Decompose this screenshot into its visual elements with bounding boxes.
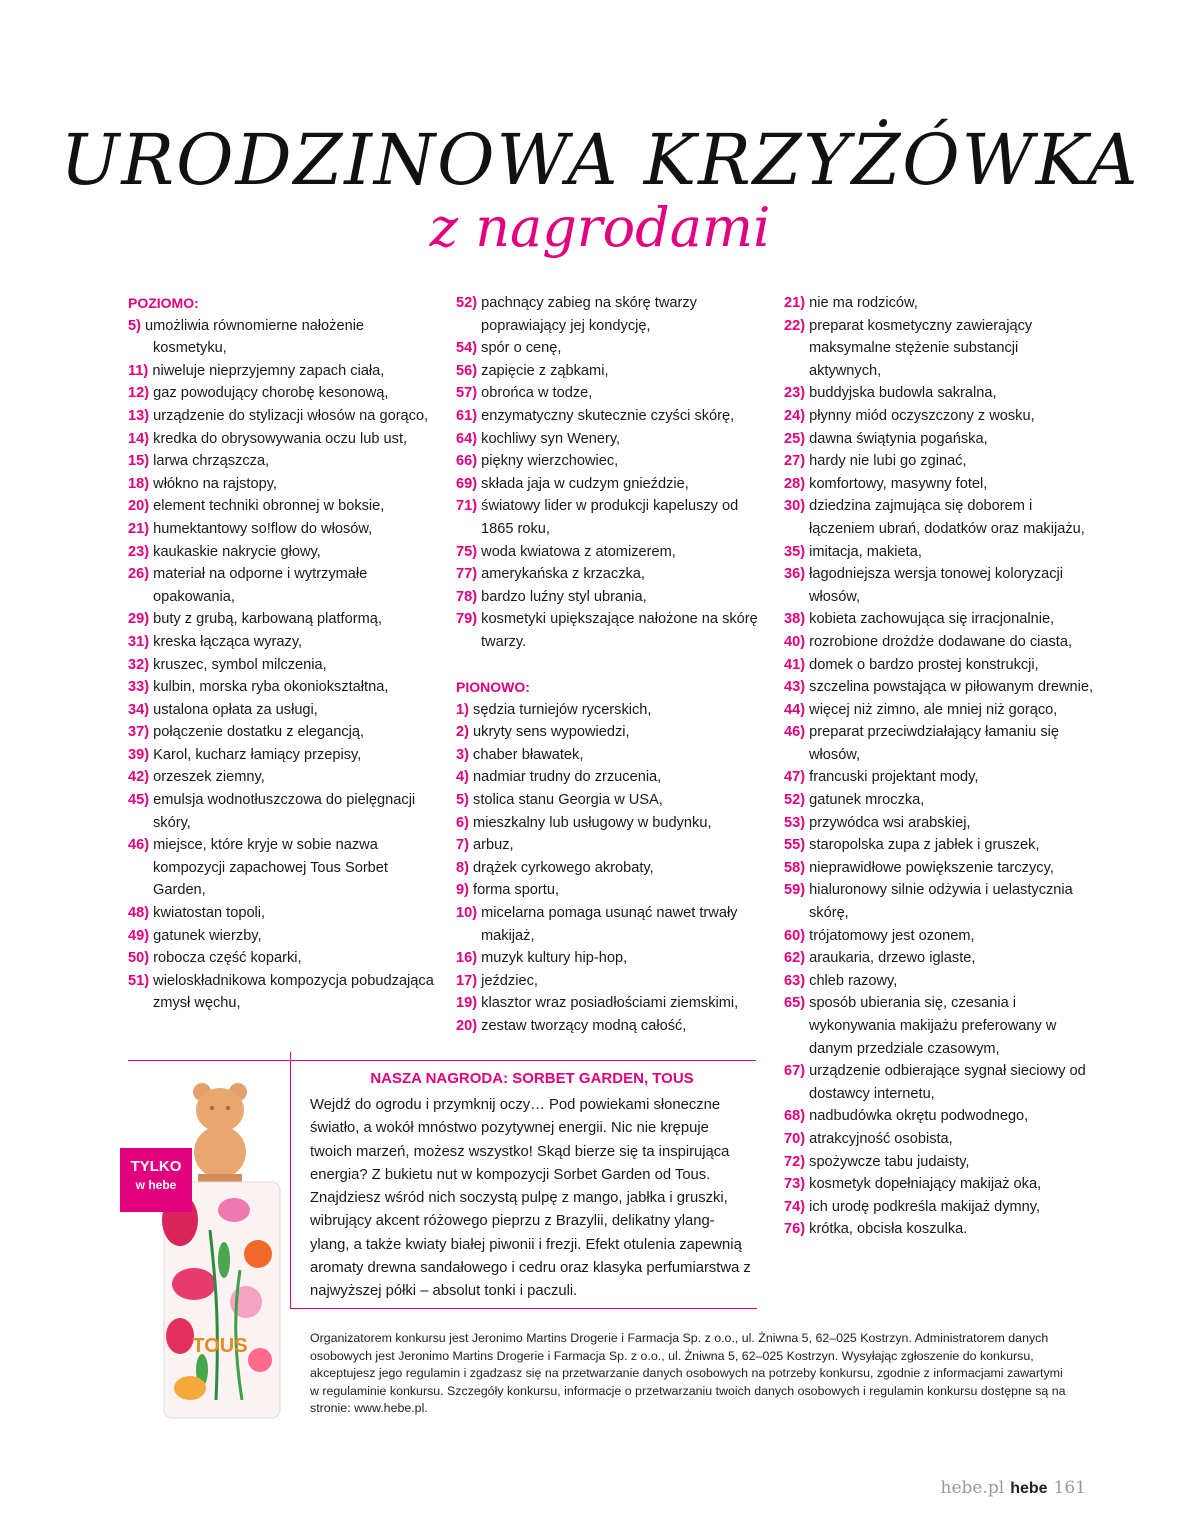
clue-text: kredka do obrysowywania oczu lub ust, <box>149 430 408 447</box>
clue-text: robocza część koparki, <box>149 950 302 967</box>
down-heading: PIONOWO: <box>456 679 530 696</box>
perfume-bottle-image <box>150 1070 290 1430</box>
clue-number: 24) <box>784 407 806 424</box>
clue-number: 54) <box>456 340 478 357</box>
clue-number: 38) <box>784 611 806 628</box>
clue-item <box>784 473 1094 496</box>
clue-text: woda kwiatowa z atomizerem, <box>477 543 676 560</box>
clue-text: orzeszek ziemny, <box>149 769 265 786</box>
clue-number: 40) <box>784 633 806 650</box>
clue-text: nadmiar trudny do zrzucenia, <box>468 769 662 786</box>
clue-item <box>128 766 438 789</box>
clue-text: staropolska zupa z jabłek i gruszek, <box>805 837 1040 854</box>
clue-number: 43) <box>784 679 806 696</box>
clue-number: 73) <box>784 1176 806 1193</box>
clue-text: chaber bławatek, <box>468 746 584 763</box>
clue-number: 59) <box>784 882 806 899</box>
clue-item <box>784 541 1094 564</box>
clue-number: 42) <box>128 769 150 786</box>
clue-text: micelarna pomaga usunąć nawet trwały makijaż, <box>477 905 738 944</box>
clue-number: 79) <box>456 611 478 628</box>
clue-text: szczelina powstająca w piłowanym drewnie, <box>805 679 1094 696</box>
clue-number: 23) <box>784 385 806 402</box>
clue-item <box>456 608 766 653</box>
clue-number: 8) <box>456 859 469 876</box>
clue-text: buty z grubą, karbowaną platformą, <box>149 611 382 628</box>
page-subtitle: z nagrodami <box>429 196 771 259</box>
clue-item <box>456 292 766 337</box>
clues-column-2 <box>456 292 766 1038</box>
clue-item <box>784 699 1094 722</box>
clue-text: zestaw tworzący modną całość, <box>477 1018 687 1034</box>
clue-item <box>456 382 766 405</box>
clue-text: muzyk kultury hip-hop, <box>477 950 628 967</box>
clue-text: Karol, kucharz łamiący przepisy, <box>149 746 362 763</box>
clue-text: arbuz, <box>468 837 514 854</box>
clue-item <box>784 857 1094 880</box>
clue-item <box>784 563 1094 608</box>
clue-item <box>128 495 438 518</box>
clue-text: stolica stanu Georgia w USA, <box>468 792 663 809</box>
prize-title: NASZA NAGRODA: SORBET GARDEN, TOUS <box>370 1070 694 1087</box>
clue-number: 48) <box>128 905 150 922</box>
clue-number: 37) <box>128 724 150 741</box>
clue-text: kwiatostan topoli, <box>149 905 266 922</box>
clue-number: 62) <box>784 950 806 967</box>
clue-number: 58) <box>784 859 806 876</box>
clue-item <box>128 947 438 970</box>
clue-item <box>456 1015 766 1038</box>
clue-number: 49) <box>128 927 150 944</box>
clue-number: 31) <box>128 633 150 650</box>
clue-text: obrońca w todze, <box>477 385 593 402</box>
clue-number: 5) <box>128 317 141 334</box>
clue-item <box>128 925 438 948</box>
clue-number: 7) <box>456 837 469 854</box>
footer-url: hebe.pl <box>940 1478 1005 1498</box>
clue-number: 35) <box>784 543 806 560</box>
clue-number: 47) <box>784 769 806 786</box>
clue-item <box>128 902 438 925</box>
clue-text: urządzenie odbierające sygnał sieciowy od dostawcy internetu, <box>805 1063 1086 1102</box>
clue-number: 69) <box>456 475 478 492</box>
clue-item <box>784 970 1094 993</box>
page-footer <box>941 1478 1086 1498</box>
clue-number: 44) <box>784 701 806 718</box>
clue-text: sposób ubierania się, czesania i wykonywania makijażu preferowany w danym przedziale czasowym, <box>805 995 1057 1057</box>
clue-number: 56) <box>456 362 478 379</box>
clue-item <box>128 518 438 541</box>
clue-item <box>128 699 438 722</box>
clue-text: połączenie dostatku z elegancją, <box>149 724 365 741</box>
clue-text: spożywcze tabu judaisty, <box>805 1153 970 1170</box>
clue-number: 29) <box>128 611 150 628</box>
clue-item <box>128 608 438 631</box>
legal-notice: Organizatorem konkursu jest Jeronimo Martins Drogerie i Farmacja Sp. z o.o., ul. Żniwna 5, 62–025 Kostrzyn. Administratorem danych osobowych jest Jeronimo Martins Drogerie i Farmacja Sp. z o.o., ul. Żniwna 5, 62–025 Kostrzyn. Wysyłając zgłoszenie do konkursu, akceptujesz jego regulamin i zgadzasz się na przetwarzanie danych osobowych na potrzeby konkursu, zgodnie z informacjami zawartymi w regulaminie konkursu. Szczegóły konkursu, informacje o przetwarzaniu twoich danych osobowych i regulamin konkursu dostępne są na stronie: www.hebe.pl. <box>310 1331 1066 1416</box>
clue-item <box>128 315 438 360</box>
clue-number: 13) <box>128 407 150 424</box>
clue-text: atrakcyjność osobista, <box>805 1130 953 1147</box>
clue-text: trójatomowy jest ozonem, <box>805 927 975 944</box>
clue-number: 53) <box>784 814 806 831</box>
page-title: URODZINOWA KRZYŻÓWKA <box>60 119 1140 201</box>
clue-text: krótka, obcisła koszulka. <box>805 1221 968 1238</box>
clue-number: 25) <box>784 430 806 447</box>
clue-item <box>784 676 1094 699</box>
clue-item <box>456 699 766 722</box>
clue-number: 1) <box>456 701 469 718</box>
clue-item <box>784 812 1094 835</box>
clue-text: umożliwia równomierne nałożenie kosmetyku, <box>140 317 365 357</box>
clue-text: kosmetyki upiększające nałożone na skórę twarzy. <box>477 611 758 650</box>
clue-number: 28) <box>784 475 806 492</box>
clue-item <box>128 541 438 564</box>
clue-number: 70) <box>784 1130 806 1147</box>
clue-number: 16) <box>456 950 478 967</box>
clue-number: 66) <box>456 453 478 470</box>
clue-number: 36) <box>784 566 806 583</box>
clue-text: miejsce, które kryje w sobie nazwa kompozycji zapachowej Tous Sorbet Garden, <box>149 837 388 899</box>
clue-item <box>128 360 438 383</box>
clue-text: nadbudówka okrętu podwodnego, <box>805 1108 1029 1125</box>
clue-number: 5) <box>456 792 469 809</box>
clue-item <box>456 947 766 970</box>
clue-item <box>128 382 438 405</box>
clue-text: element techniki obronnej w boksie, <box>149 498 385 515</box>
clue-item <box>456 744 766 767</box>
clue-item <box>456 495 766 540</box>
clue-number: 60) <box>784 927 806 944</box>
clue-item <box>784 428 1094 451</box>
clue-text: włókno na rajstopy, <box>149 475 277 492</box>
clue-number: 23) <box>128 543 150 560</box>
clue-text: ukryty sens wypowiedzi, <box>468 724 630 741</box>
clue-text: buddyjska budowla sakralna, <box>805 385 997 402</box>
clue-number: 20) <box>128 498 150 515</box>
clue-item <box>128 789 438 834</box>
clue-text: gatunek mroczka, <box>805 792 925 809</box>
clue-item <box>456 541 766 564</box>
clue-number: 41) <box>784 656 806 673</box>
clue-text: hardy nie lubi go zginać, <box>805 453 967 470</box>
clue-item <box>128 450 438 473</box>
clue-number: 64) <box>456 430 478 447</box>
clue-text: emulsja wodnotłuszczowa do pielęgnacji skóry, <box>149 792 416 831</box>
clue-text: araukaria, drzewo iglaste, <box>805 950 976 967</box>
clue-item <box>784 495 1094 540</box>
clue-number: 6) <box>456 814 469 831</box>
clue-text: pachnący zabieg na skórę twarzy poprawiający jej kondycję, <box>477 295 697 334</box>
clue-item <box>784 382 1094 405</box>
clue-item <box>784 292 1094 315</box>
across-list-continued <box>456 292 766 654</box>
clue-number: 20) <box>456 1018 478 1034</box>
clue-item <box>784 1060 1094 1105</box>
clue-number: 72) <box>784 1153 806 1170</box>
clue-item <box>784 879 1094 924</box>
clue-text: bardzo luźny styl ubrania, <box>477 588 647 605</box>
clues-column-3 <box>784 292 1094 1241</box>
clue-text: klasztor wraz posiadłościami ziemskimi, <box>477 995 739 1012</box>
clue-number: 67) <box>784 1063 806 1080</box>
clue-number: 9) <box>456 882 469 899</box>
clue-text: preparat przeciwdziałający łamaniu się włosów, <box>805 724 1059 763</box>
clue-item <box>784 834 1094 857</box>
clue-number: 39) <box>128 746 150 763</box>
clue-item <box>456 970 766 993</box>
clue-text: kaukaskie nakrycie głowy, <box>149 543 321 560</box>
clue-item <box>456 473 766 496</box>
clue-item <box>456 405 766 428</box>
clue-number: 19) <box>456 995 478 1012</box>
clue-item <box>784 1128 1094 1151</box>
clue-number: 21) <box>784 295 806 311</box>
clue-text: jeździec, <box>477 972 538 989</box>
clue-item <box>456 337 766 360</box>
clue-text: mieszkalny lub usługowy w budynku, <box>468 814 712 831</box>
clue-item <box>128 563 438 608</box>
clue-number: 76) <box>784 1221 806 1238</box>
clue-item <box>456 721 766 744</box>
clue-text: kulbin, morska ryba okoniokształtna, <box>149 679 389 696</box>
clue-item <box>456 450 766 473</box>
across-heading: POZIOMO: <box>128 295 199 311</box>
clue-text: enzymatyczny skutecznie czyści skórę, <box>477 407 735 424</box>
clue-item <box>784 789 1094 812</box>
clue-item <box>456 879 766 902</box>
clue-number: 46) <box>784 724 806 741</box>
badge-line-1: TYLKO <box>130 1158 182 1175</box>
clue-text: materiał na odporne i wytrzymałe opakowania, <box>149 566 368 605</box>
clue-text: spór o cenę, <box>477 340 562 357</box>
clue-item <box>128 428 438 451</box>
clue-number: 27) <box>784 453 806 470</box>
clue-number: 17) <box>456 972 478 989</box>
clue-number: 4) <box>456 769 469 786</box>
clues-column-1 <box>128 292 438 1015</box>
clue-number: 14) <box>128 430 150 447</box>
clue-item <box>456 360 766 383</box>
clue-item <box>128 405 438 428</box>
clue-text: domek o bardzo prostej konstrukcji, <box>805 656 1039 673</box>
clue-number: 71) <box>456 498 478 515</box>
clue-item <box>784 1173 1094 1196</box>
clue-text: imitacja, makieta, <box>805 543 922 560</box>
clue-number: 33) <box>128 679 150 696</box>
clue-item <box>128 744 438 767</box>
clue-text: komfortowy, masywny fotel, <box>805 475 988 492</box>
clue-item <box>456 834 766 857</box>
clue-number: 26) <box>128 566 150 583</box>
clue-item <box>456 812 766 835</box>
clue-text: francuski projektant mody, <box>805 769 979 786</box>
clue-number: 65) <box>784 995 806 1012</box>
clue-number: 46) <box>128 837 150 854</box>
clue-item <box>784 992 1094 1060</box>
clue-item <box>456 992 766 1015</box>
clue-item <box>456 857 766 880</box>
clue-text: światowy lider w produkcji kapeluszy od 1865 roku, <box>477 498 739 537</box>
clue-item <box>784 450 1094 473</box>
clue-item <box>128 721 438 744</box>
clue-item <box>784 721 1094 766</box>
prize-description: Wejdź do ogrodu i przymknij oczy… Pod powiekami słoneczne światło, a wokół mnóstwo pozytywnej energii. Nic nie krępuje twoich marzeń, możesz wszystko! Skąd bierze się ta inspirująca energia? Z bukietu nut w kompozycji Sorbet Garden od Tous. Znajdziesz wśród nich soczystą pulpę z mango, jabłka i gruszki, wibrujący akcent różowego pieprzu z Brazylii, delikatny ylang-ylang, a także kwiaty białej piwonii i frezji. Efekt otulenia zapewnią aromaty drewna sandałowego i cedru oraz klasyka perfumiarstwa z najwyższej półki – absolut tonki i paczuli. <box>310 1097 751 1300</box>
page-number: 161 <box>1053 1478 1086 1498</box>
clue-text: kruszec, symbol milczenia, <box>149 656 327 673</box>
clue-item <box>784 405 1094 428</box>
clue-number: 55) <box>784 837 806 854</box>
bear-cap-icon <box>193 1083 247 1184</box>
clue-item <box>456 428 766 451</box>
across-list <box>128 315 438 1015</box>
clue-text: hialuronowy silnie odżywia i uelastycznia skórę, <box>805 882 1073 922</box>
clue-text: zapięcie z ząbkami, <box>477 362 609 379</box>
clue-text: sędzia turniejów rycerskich, <box>468 701 652 718</box>
clue-text: więcej niż zimno, ale mniej niż gorąco, <box>805 701 1058 718</box>
clue-number: 52) <box>784 792 806 809</box>
exclusive-badge <box>120 1148 192 1212</box>
clue-item <box>128 834 438 902</box>
clue-text: humektantowy so!flow do włosów, <box>149 520 373 537</box>
clue-text: amerykańska z krzaczka, <box>477 566 645 583</box>
clue-number: 74) <box>784 1198 806 1215</box>
clue-text: dziedzina zajmująca się doborem i łączeniem ubrań, dodatków oraz makijażu, <box>805 498 1085 537</box>
clue-text: ich urodę podkreśla makijaż dymny, <box>805 1198 1041 1215</box>
clue-item <box>128 970 438 1015</box>
clue-item <box>456 766 766 789</box>
clue-item <box>456 563 766 586</box>
clue-item <box>128 473 438 496</box>
clue-text: forma sportu, <box>468 882 560 899</box>
clue-text: składa jaja w cudzym gnieździe, <box>477 475 689 492</box>
clue-text: preparat kosmetyczny zawierający maksymalne stężenie substancji aktywnych, <box>805 317 1033 379</box>
clue-number: 50) <box>128 950 150 967</box>
clue-text: przywódca wsi arabskiej, <box>805 814 971 831</box>
clue-item <box>784 947 1094 970</box>
clue-item <box>784 925 1094 948</box>
clue-text: chleb razowy, <box>805 972 898 989</box>
clue-item <box>784 1105 1094 1128</box>
down-list-continued <box>784 292 1094 1241</box>
clue-item <box>128 676 438 699</box>
clue-number: 22) <box>784 317 806 334</box>
clue-number: 21) <box>128 520 150 537</box>
clue-text: niweluje nieprzyjemny zapach ciała, <box>148 362 385 379</box>
down-list <box>456 699 766 1038</box>
clue-text: kosmetyk dopełniający makijaż oka, <box>805 1176 1042 1193</box>
clue-text: larwa chrząszcza, <box>149 453 270 470</box>
clue-item <box>784 1196 1094 1219</box>
clue-item <box>128 631 438 654</box>
clue-text: piękny wierzchowiec, <box>477 453 619 470</box>
clue-number: 57) <box>456 385 478 402</box>
clue-number: 11) <box>128 362 149 379</box>
clue-text: ustalona opłata za usługi, <box>149 701 318 718</box>
clue-text: rozrobione drożdże dodawane do ciasta, <box>805 633 1073 650</box>
clue-text: kochliwy syn Wenery, <box>477 430 621 447</box>
clue-number: 2) <box>456 724 469 741</box>
clue-number: 78) <box>456 588 478 605</box>
clue-text: gatunek wierzby, <box>149 927 262 944</box>
clue-number: 12) <box>128 385 150 402</box>
clue-number: 75) <box>456 543 478 560</box>
clue-text: płynny miód oczyszczony z wosku, <box>805 407 1035 424</box>
clue-item <box>784 766 1094 789</box>
clue-text: kobieta zachowująca się irracjonalnie, <box>805 611 1055 628</box>
clue-text: łagodniejsza wersja tonowej koloryzacji włosów, <box>805 566 1064 605</box>
clue-item <box>456 789 766 812</box>
clue-item <box>128 654 438 677</box>
clue-text: dawna świątynia pogańska, <box>805 430 988 447</box>
clue-item <box>784 631 1094 654</box>
footer-brand-logo: hebe <box>1010 1480 1048 1497</box>
clue-text: nieprawidłowe powiększenie tarczycy, <box>805 859 1054 876</box>
clue-item <box>784 1218 1094 1241</box>
clue-number: 63) <box>784 972 806 989</box>
clue-number: 3) <box>456 746 469 763</box>
clue-text: drążek cyrkowego akrobaty, <box>468 859 654 876</box>
clue-item <box>784 608 1094 631</box>
bottle-label: TOUS <box>192 1335 248 1357</box>
clue-number: 15) <box>128 453 150 470</box>
clue-number: 34) <box>128 701 150 718</box>
clue-text: gaz powodujący chorobę kesonową, <box>149 385 389 402</box>
clue-number: 10) <box>456 905 478 922</box>
clue-number: 61) <box>456 407 478 424</box>
clue-text: kreska łącząca wyrazy, <box>149 633 303 650</box>
badge-line-2: w hebe <box>135 1178 177 1192</box>
clue-item <box>784 654 1094 677</box>
clue-item <box>456 586 766 609</box>
clue-text: wieloskładnikowa kompozycja pobudzająca zmysł węchu, <box>149 972 434 1012</box>
clue-text: urządzenie do stylizacji włosów na gorąco, <box>149 407 429 424</box>
clue-item <box>784 315 1094 383</box>
clue-number: 68) <box>784 1108 806 1125</box>
clue-number: 30) <box>784 498 806 515</box>
clue-item <box>456 902 766 947</box>
clue-text: nie ma rodziców, <box>805 295 918 311</box>
clue-item <box>784 1151 1094 1174</box>
clue-number: 32) <box>128 656 150 673</box>
clue-number: 45) <box>128 792 150 809</box>
clue-number: 18) <box>128 475 150 492</box>
clue-number: 77) <box>456 566 478 583</box>
clue-number: 52) <box>456 295 478 311</box>
clue-number: 51) <box>128 972 150 989</box>
